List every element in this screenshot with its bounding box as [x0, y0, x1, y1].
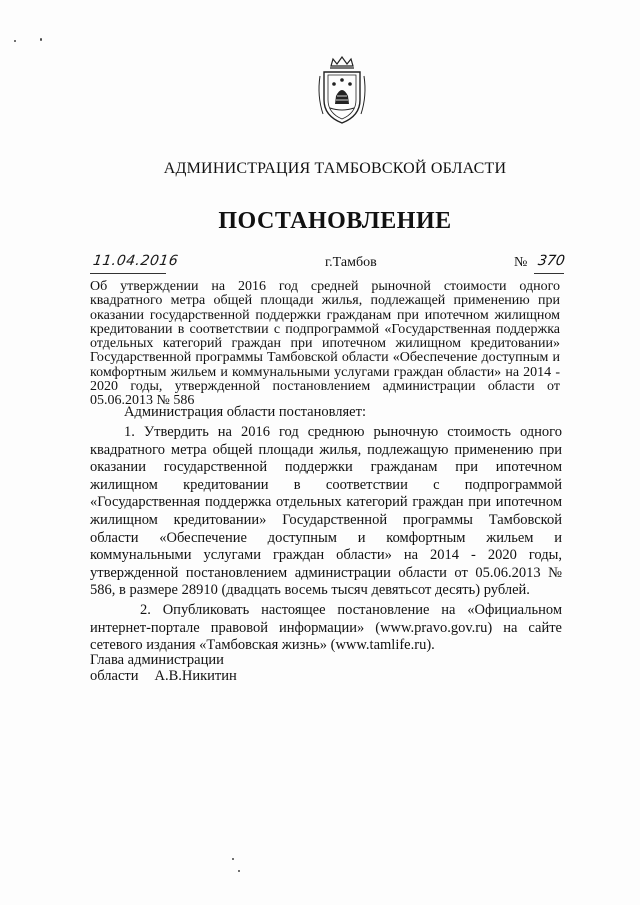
resolution-preamble: Администрация области постановляет:	[124, 404, 366, 420]
number-underline	[534, 273, 564, 274]
signature-block	[90, 652, 237, 684]
scan-speck	[14, 40, 16, 42]
issuing-authority: АДМИНИСТРАЦИЯ ТАМБОВСКОЙ ОБЛАСТИ	[163, 160, 507, 177]
signatory-title-line2: области	[90, 668, 139, 684]
scan-speck	[238, 870, 240, 872]
document-type-title: ПОСТАНОВЛЕНИЕ	[218, 208, 452, 234]
scan-speck	[40, 38, 42, 41]
document-meta-line	[90, 253, 566, 277]
signatory-name: А.В.Никитин	[154, 668, 237, 684]
date-underline	[90, 273, 166, 274]
document-city: г.Тамбов	[325, 255, 377, 270]
document-number: 370	[536, 253, 566, 269]
signature-row	[90, 668, 237, 684]
signatory-title-line1: Глава администрации	[90, 652, 224, 668]
resolution-items	[90, 424, 562, 655]
coat-of-arms-emblem	[315, 56, 369, 126]
document-subject: Об утверждении на 2016 год средней рыночной стоимости одного квадратного метра общей площади жилья, подлежащей применению при оказании государственной поддержки гражданам при ипотечном жилищном кредитовании в соответствии с подпрограммой «Государственная поддержка отдельных категорий граждан при ипотечном жилищном кредитовании» Государственной программы Тамбовской области «Обеспечение доступным и комфортным жильем и коммунальными услугами граждан области» на 2014 - 2020 годы, утвержденной постановлением администрации области от 05.06.2013 № 586	[90, 279, 560, 409]
document-number-label: №	[514, 255, 528, 270]
document-date: 11.04.2016	[91, 253, 180, 269]
resolution-item-1: 1. Утвердить на 2016 год среднюю рыночную стоимость одного квадратного метра общей площади жилья, подлежащую применению при оказании государственной поддержки гражданам при ипотечном жилищном кредитовании в соответствии с подпрограммой «Государственная поддержка отдельных категорий граждан при ипотечном жилищном кредитовании» Государственной программы Тамбовской области «Обеспечение доступным и комфортным жильем и коммунальными услугами граждан области» на 2014 - 2020 годы, утвержденной постановлением администрации области от 05.06.2013 № 586, в размере 28910 (двадцать восемь тысяч девятьсот десять) рублей.	[90, 424, 562, 599]
resolution-item-2: 2. Опубликовать настоящее постановление на «Официальном интернет-портале правовой информации» (www.pravo.gov.ru) на сайте сетевого издания «Тамбовская жизнь» (www.tamlife.ru).	[90, 601, 562, 654]
scan-speck	[232, 858, 234, 860]
emblem-graphic	[315, 56, 369, 126]
